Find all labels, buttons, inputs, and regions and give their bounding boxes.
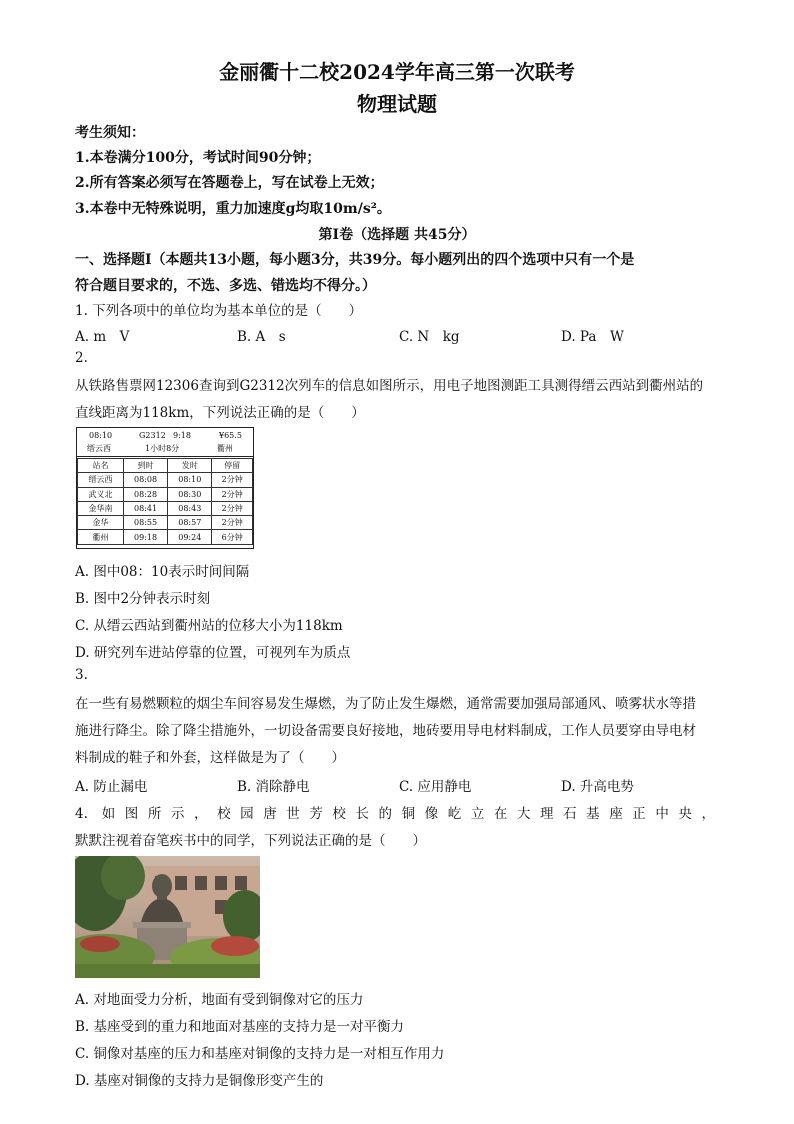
bronze-statue-photo — [75, 856, 260, 978]
table-cell: 08:55 — [123, 516, 167, 530]
timetable-col-station: 站名 — [78, 459, 124, 473]
table-cell: 09:24 — [168, 530, 212, 544]
timetable-arr-time: 9:18 — [173, 431, 191, 440]
timetable-header — [77, 428, 253, 457]
q3-option-c: C. 应用静电 — [399, 779, 472, 795]
table-row — [78, 473, 253, 487]
table-cell: 08:41 — [123, 501, 167, 515]
q1-option-a: A. m V — [75, 329, 130, 345]
timetable-header-row — [78, 459, 253, 473]
table-row — [78, 530, 253, 544]
table-cell: 金华南 — [78, 501, 124, 515]
q3-option-b: B. 消除静电 — [237, 779, 310, 795]
table-cell: 2分钟 — [212, 501, 253, 515]
q3-number: 3. — [75, 667, 88, 683]
q4-option-a: A. 对地面受力分析，地面有受到铜像对它的压力 — [75, 992, 364, 1008]
q2-line-2: 直线距离为118km，下列说法正确的是（ ） — [75, 405, 365, 421]
table-cell: 金华 — [78, 516, 124, 530]
q4-option-d: D. 基座对铜像的支持力是铜像形变产生的 — [75, 1073, 324, 1089]
q2-option-c: C. 从缙云西站到衢州站的位移大小为118km — [75, 618, 343, 634]
q4-line-2: 默默注视着奋笔疾书中的同学，下列说法正确的是（ ） — [75, 833, 426, 849]
q2-number: 2. — [75, 350, 88, 366]
q1-stem: 1. 下列各项中的单位均为基本单位的是（ ） — [75, 303, 363, 319]
notice-item-1: 1.本卷满分100分，考试时间90分钟； — [75, 150, 321, 166]
q4-line-1: 4. 如图所示，校园唐世芳校长的铜像屹立在大理石基座正中央， — [75, 806, 715, 822]
q1-option-b: B. A s — [237, 329, 286, 345]
notice-heading: 考生须知： — [75, 125, 145, 141]
exam-title: 金丽衢十二校2024学年高三第一次联考 — [219, 60, 575, 84]
notice-item-2: 2.所有答案必须写在答题卷上，写在试卷上无效； — [75, 175, 384, 191]
q3-option-a: A. 防止漏电 — [75, 779, 148, 795]
timetable-col-stop: 停留 — [212, 459, 253, 473]
q2-option-b: B. 图中2分钟表示时刻 — [75, 591, 211, 607]
table-cell: 08:28 — [123, 487, 167, 501]
section-instruction-2: 符合题目要求的，不选、多选、错选均不得分。） — [75, 278, 376, 294]
table-cell: 09:18 — [123, 530, 167, 544]
q3-line-1: 在一些有易燃颗粒的烟尘车间容易发生爆燃，为了防止发生爆燃，通常需要加强局部通风、喷雾状水等措 — [75, 696, 696, 712]
timetable-col-depart: 发时 — [168, 459, 212, 473]
table-row — [78, 487, 253, 501]
timetable-to: 衢州 — [217, 444, 233, 453]
table-cell: 2分钟 — [212, 473, 253, 487]
table-cell: 缙云西 — [78, 473, 124, 487]
q3-line-3: 料制成的鞋子和外套，这样做是为了（ ） — [75, 750, 345, 766]
q3-line-2: 施进行降尘。除了降尘措施外，一切设备需要良好接地，地砖要用导电材料制成，工作人员要穿由导电材 — [75, 723, 696, 739]
table-cell: 08:08 — [123, 473, 167, 487]
train-timetable — [76, 427, 254, 549]
table-cell: 08:30 — [168, 487, 212, 501]
q2-line-1: 从铁路售票网12306查询到G2312次列车的信息如图所示，用电子地图测距工具测得缙云西站到衢州站的 — [75, 378, 704, 394]
table-cell: 衢州 — [78, 530, 124, 544]
section-title: 第Ⅰ卷（选择题 共45分） — [318, 227, 476, 243]
table-cell: 2分钟 — [212, 487, 253, 501]
section-instruction-1: 一、选择题Ⅰ（本题共13小题，每小题3分，共39分。每小题列出的四个选项中只有一个是 — [75, 252, 635, 268]
table-row — [78, 516, 253, 530]
timetable-train: G2312 — [139, 431, 166, 440]
q4-option-c: C. 铜像对基座的压力和基座对铜像的支持力是一对相互作用力 — [75, 1046, 445, 1062]
table-cell: 2分钟 — [212, 516, 253, 530]
table-cell: 6分钟 — [212, 530, 253, 544]
timetable-from: 缙云西 — [87, 444, 111, 453]
notice-item-3: 3.本卷中无特殊说明，重力加速度g均取10m/s²。 — [75, 201, 391, 217]
timetable-duration: 1小时8分 — [145, 444, 180, 453]
timetable-grid — [77, 458, 253, 545]
table-cell: 武义北 — [78, 487, 124, 501]
q2-option-d: D. 研究列车进站停靠的位置，可视列车为质点 — [75, 645, 351, 661]
q1-option-d: D. Pa W — [561, 329, 624, 345]
q4-option-b: B. 基座受到的重力和地面对基座的支持力是一对平衡力 — [75, 1019, 405, 1035]
q2-option-a: A. 图中08：10表示时间间隔 — [75, 564, 250, 580]
table-cell: 08:10 — [168, 473, 212, 487]
table-cell: 08:43 — [168, 501, 212, 515]
table-cell: 08:57 — [168, 516, 212, 530]
exam-subject: 物理试题 — [357, 92, 437, 116]
q3-option-d: D. 升高电势 — [561, 779, 634, 795]
timetable-dep-time: 08:10 — [89, 431, 113, 440]
table-row — [78, 501, 253, 515]
timetable-price: ¥65.5 — [219, 431, 242, 440]
q1-option-c: C. N kg — [399, 329, 460, 345]
timetable-col-arrive: 到时 — [123, 459, 167, 473]
